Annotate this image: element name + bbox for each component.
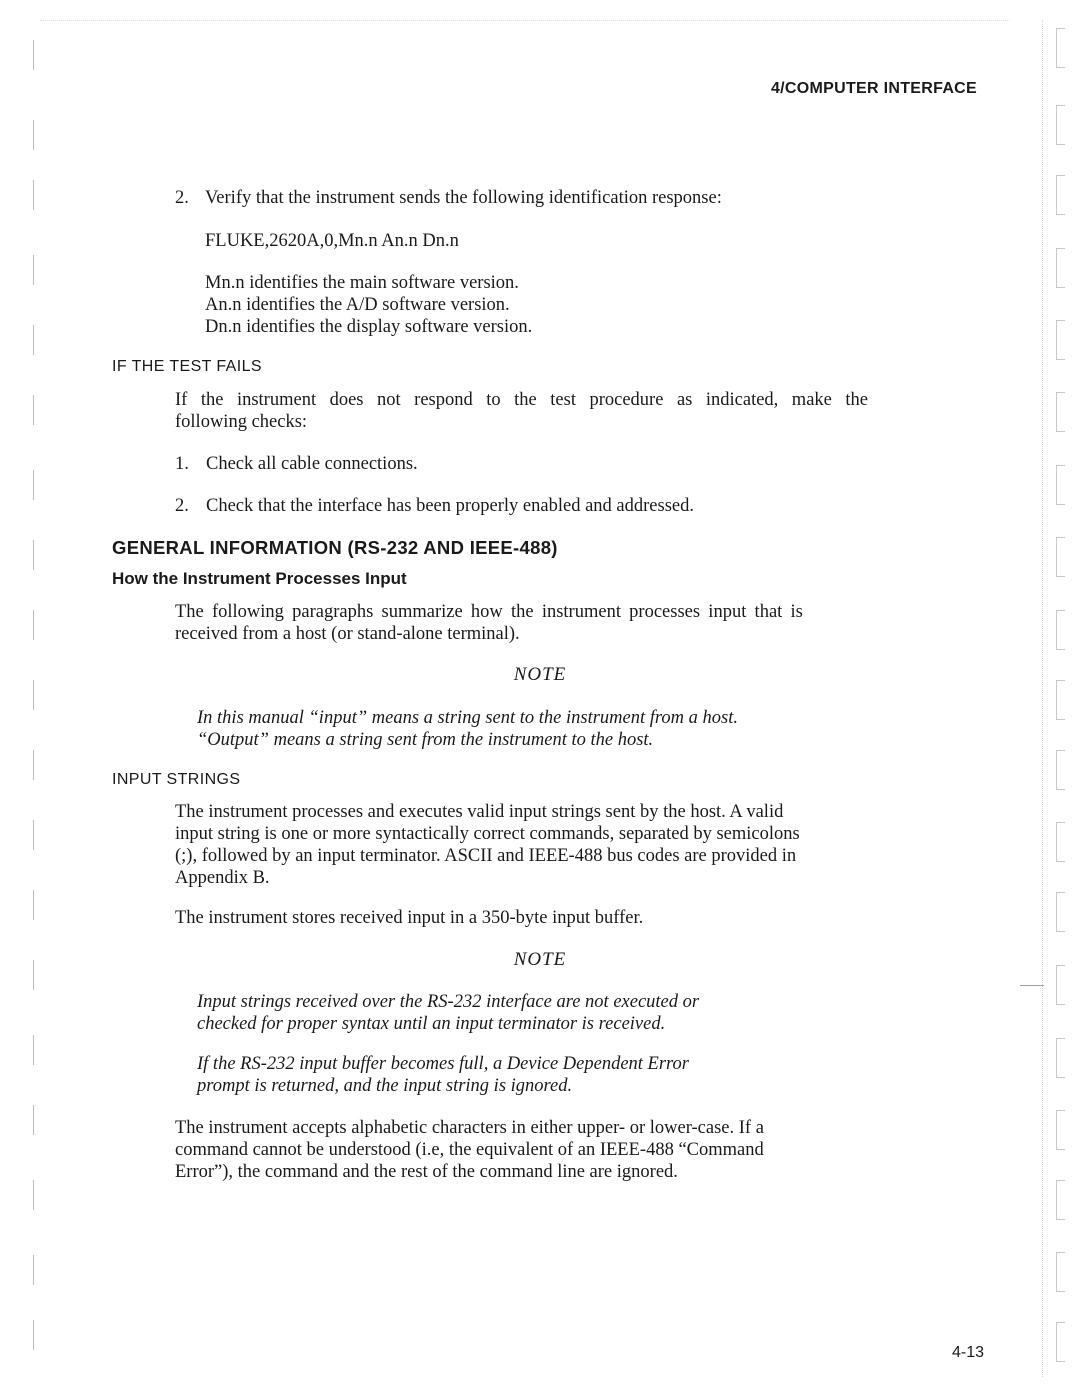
buffer-paragraph: The instrument stores received input in a 350-byte input buffer.: [175, 908, 644, 928]
list-item-number: 1.: [175, 454, 189, 474]
binder-margin-right: [1030, 0, 1080, 1397]
paragraph-line: (;), followed by an input terminator. ASCII and IEEE-488 bus codes are provided in: [175, 846, 797, 866]
version-definitions: [205, 272, 532, 338]
note-label: NOTE: [513, 949, 567, 970]
step-text: Verify that the instrument sends the following identification response:: [205, 188, 722, 208]
paragraph-line: The instrument processes and executes valid input strings sent by the host. A valid: [175, 802, 784, 822]
note-line: “Output” means a string sent from the instrument to the host.: [197, 730, 654, 750]
subsection-heading: How the Instrument Processes Input: [112, 569, 407, 588]
running-header: 4/COMPUTER INTERFACE: [770, 80, 977, 97]
identification-response: FLUKE,2620A,0,Mn.n An.n Dn.n: [205, 231, 459, 251]
list-item-number: 2.: [175, 496, 189, 516]
note-line: In this manual “input” means a string sent to the instrument from a host.: [197, 708, 738, 728]
paragraph-text: The following paragraphs summarize how the instrument processes input that is: [175, 602, 803, 622]
list-item-text: Check all cable connections.: [206, 454, 418, 474]
registration-mark: [1020, 985, 1044, 986]
if-test-fails-heading: IF THE TEST FAILS: [112, 358, 262, 375]
binder-margin-left: [0, 0, 40, 1397]
paragraph-line: Error”), the command and the rest of the command line are ignored.: [175, 1162, 678, 1182]
note-line: If the RS-232 input buffer becomes full, a Device Dependent Error: [197, 1054, 690, 1074]
section-heading: GENERAL INFORMATION (RS-232 AND IEEE-488): [112, 537, 558, 558]
paragraph-line: following checks:: [175, 412, 308, 432]
definition-line: Dn.n identifies the display software version.: [205, 317, 533, 337]
definition-line: Mn.n identifies the main software version.: [205, 273, 519, 293]
paragraph-line: The instrument accepts alphabetic characters in either upper- or lower-case. If a: [175, 1118, 764, 1138]
paragraph-line: If the instrument does not respond to the test procedure as indicated, make the: [175, 390, 868, 410]
note-text: [197, 707, 797, 751]
case-paragraph: [175, 1117, 868, 1183]
input-strings-paragraph: [175, 801, 868, 889]
list-item-text: Check that the interface has been properly enabled and addressed.: [206, 496, 694, 516]
definition-line: An.n identifies the A/D software version.: [205, 295, 510, 315]
step-number: 2.: [175, 188, 189, 208]
note-line: prompt is returned, and the input string is ignored.: [197, 1076, 573, 1096]
paragraph-line: [175, 601, 868, 623]
paragraph-line: received from a host (or stand-alone terminal).: [175, 624, 520, 644]
paragraph-line: input string is one or more syntactically correct commands, separated by semicolons: [175, 824, 800, 844]
note-line: Input strings received over the RS-232 interface are not executed or: [197, 992, 700, 1012]
if-fails-intro: [175, 389, 868, 433]
paragraph-line: Appendix B.: [175, 868, 270, 888]
note-text: [197, 991, 797, 1035]
page-number: 4-13: [951, 1344, 984, 1361]
input-strings-heading: INPUT STRINGS: [112, 771, 241, 788]
note-line: checked for proper syntax until an input terminator is received.: [197, 1014, 666, 1034]
scan-edge-top: [40, 20, 1010, 21]
general-intro: [175, 601, 868, 645]
note-text: [197, 1053, 797, 1097]
paragraph-line: command cannot be understood (i.e, the equivalent of an IEEE-488 “Command: [175, 1140, 764, 1160]
note-label: NOTE: [513, 664, 567, 685]
